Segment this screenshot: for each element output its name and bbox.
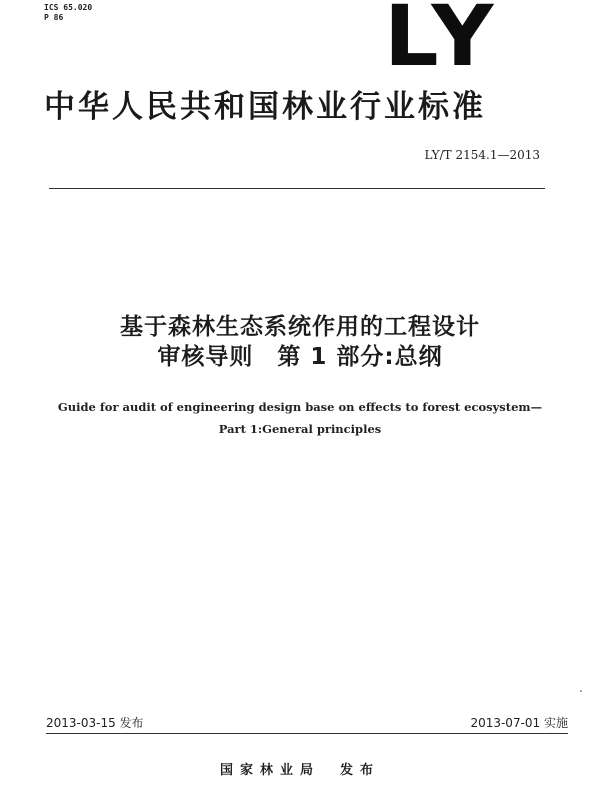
footer-divider [46, 733, 568, 734]
chinese-title-line-2: 审核导则 第 1 部分:总纲 [157, 344, 443, 370]
chinese-title-line-1: 基于森林生态系统作用的工程设计 [120, 314, 480, 340]
english-title-line-2: Part 1:General principles [218, 422, 382, 436]
ly-logo: LY [384, 0, 500, 85]
scan-speck [580, 690, 582, 692]
standard-number: LY/T 2154.1—2013 [424, 148, 540, 162]
english-title-line-1: Guide for audit of engineering design base on effects to forest ecosystem— [57, 400, 543, 414]
header-divider [49, 188, 545, 189]
issue-date: 2013-03-15 发布 [46, 716, 144, 730]
classification-codes [44, 3, 92, 23]
ics-code: ICS 65.020 [44, 3, 93, 12]
publisher: 国家林业局 发布 [219, 763, 380, 778]
ccs-code: P 86 [44, 13, 64, 22]
implementation-date: 2013-07-01 实施 [470, 716, 568, 730]
standard-category-title: 中华人民共和国林业行业标准 [44, 89, 486, 125]
